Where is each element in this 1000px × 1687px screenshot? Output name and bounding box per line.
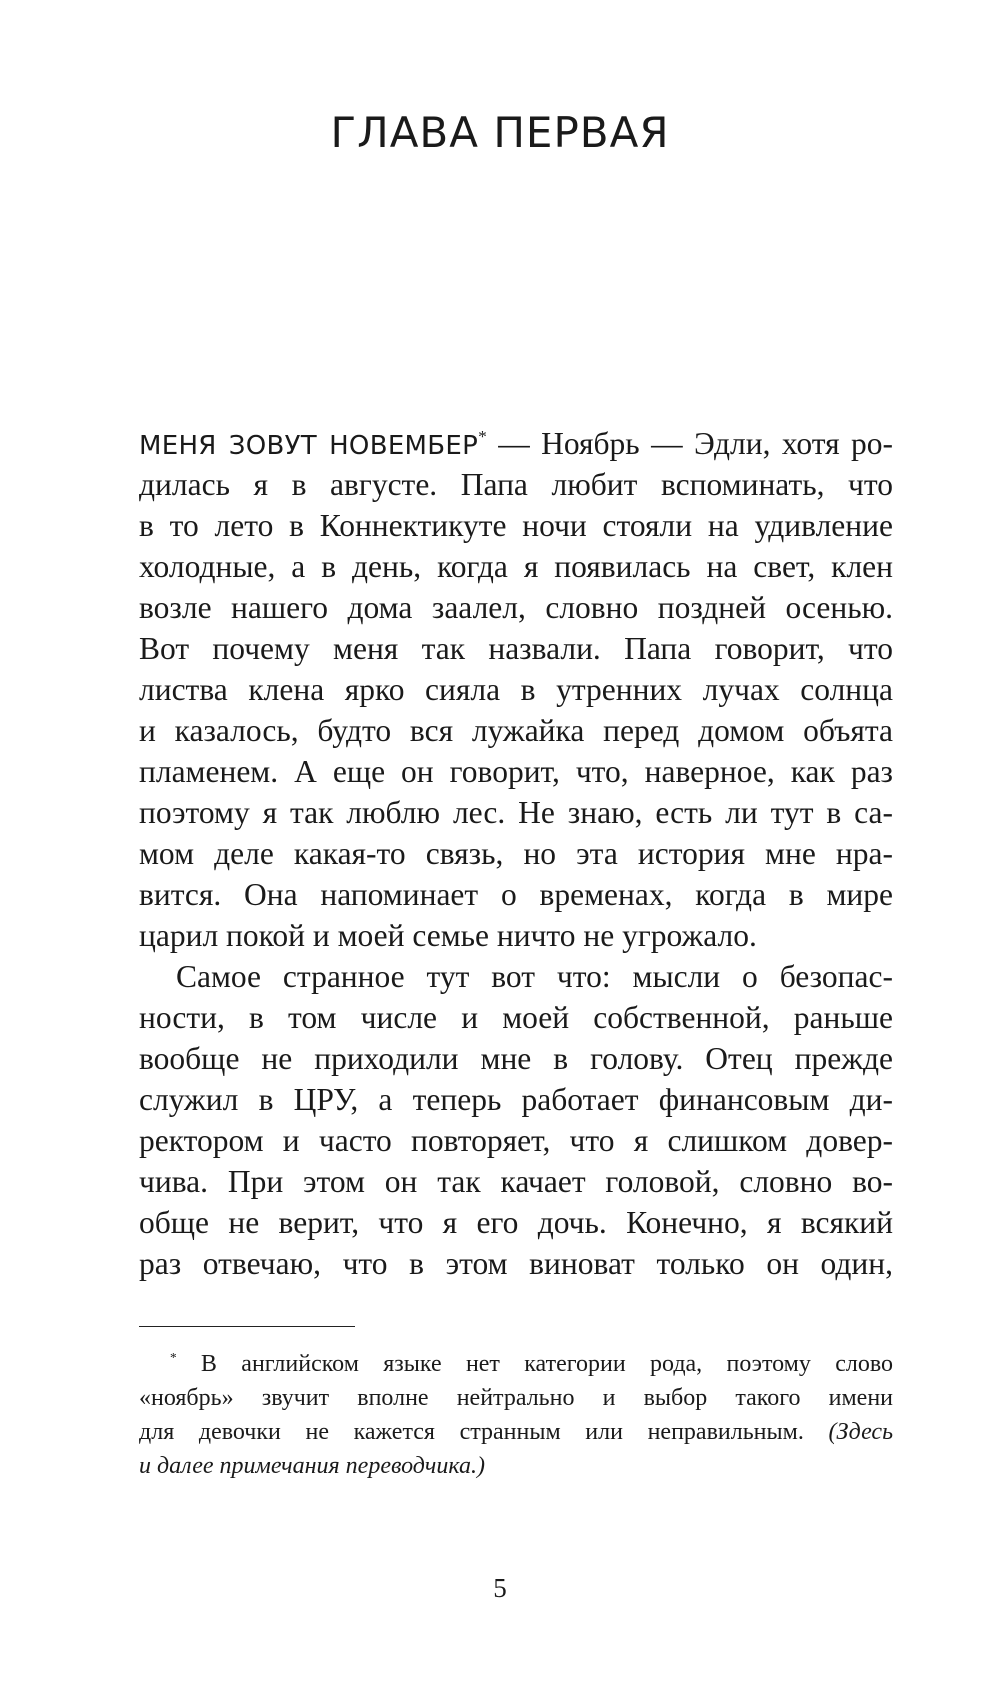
text-line: Самое странное тут вот что: мысли о безопас- [176, 959, 893, 994]
text-line: ности, в том числе и моей собственной, раньше [139, 1000, 893, 1035]
body-text [139, 423, 893, 1284]
lead-in-smallcaps: МЕНЯ ЗОВУТ НОВЕМБЕР [139, 431, 479, 461]
text-line: возле нашего дома заалел, словно поздней осенью. [139, 590, 893, 625]
text-line: чива. При этом он так качает головой, словно во- [139, 1164, 893, 1199]
text-line: мом деле какая-то связь, но эта история мне нра- [139, 836, 893, 871]
text-line: листва клена ярко сияла в утренних лучах солнца [139, 672, 893, 707]
footnote [139, 1347, 893, 1483]
text-line: МЕНЯ ЗОВУТ НОВЕМБЕР* — Ноябрь — Эдли, хотя ро- [139, 426, 894, 461]
text-line: обще не верит, что я его дочь. Конечно, я всякий [139, 1205, 893, 1240]
footnote-line: для девочки не кажется странным или неправильным. (Здесь [139, 1419, 893, 1445]
text-line: вится. Она напоминает о временах, когда в мире [139, 877, 893, 912]
text-line: ректором и часто повторяет, что я слишком довер- [139, 1123, 893, 1158]
text-line: холодные, а в день, когда я появилась на свет, клен [139, 549, 893, 584]
footnote-marker: * [170, 1349, 177, 1365]
text-line: служил в ЦРУ, а теперь работает финансовым ди- [139, 1082, 893, 1117]
text-line: царил покой и моей семье ничто не угрожало. [139, 918, 757, 953]
text-line: вообще не приходили мне в голову. Отец прежде [139, 1041, 893, 1076]
text-line: дилась я в августе. Папа любит вспоминать, что [139, 467, 893, 502]
page-number: 5 [493, 1573, 507, 1603]
text-line: раз отвечаю, что в этом виноват только он один, [139, 1246, 893, 1281]
footnote-marker: * [478, 426, 487, 446]
footnote-italic-note: (Здесь [828, 1419, 893, 1445]
text-line: в то лето в Коннектикуте ночи стояли на удивление [139, 508, 893, 543]
text-line: и казалось, будто вся лужайка перед домом объята [139, 713, 893, 748]
text-line: пламенем. А еще он говорит, что, наверное, как раз [139, 754, 893, 789]
text-line: поэтому я так люблю лес. Не знаю, есть ли тут в са- [139, 795, 893, 830]
footnote-line: * В английском языке нет категории рода, поэтому слово [170, 1349, 893, 1377]
footnote-divider [139, 1326, 355, 1327]
text-line: Вот почему меня так назвали. Папа говорит, что [139, 631, 893, 666]
footnote-line: и далее примечания переводчика.) [139, 1453, 485, 1479]
footnote-line: «ноябрь» звучит вполне нейтрально и выбор такого имени [139, 1385, 893, 1411]
chapter-title: ГЛАВА ПЕРВАЯ [330, 108, 670, 157]
